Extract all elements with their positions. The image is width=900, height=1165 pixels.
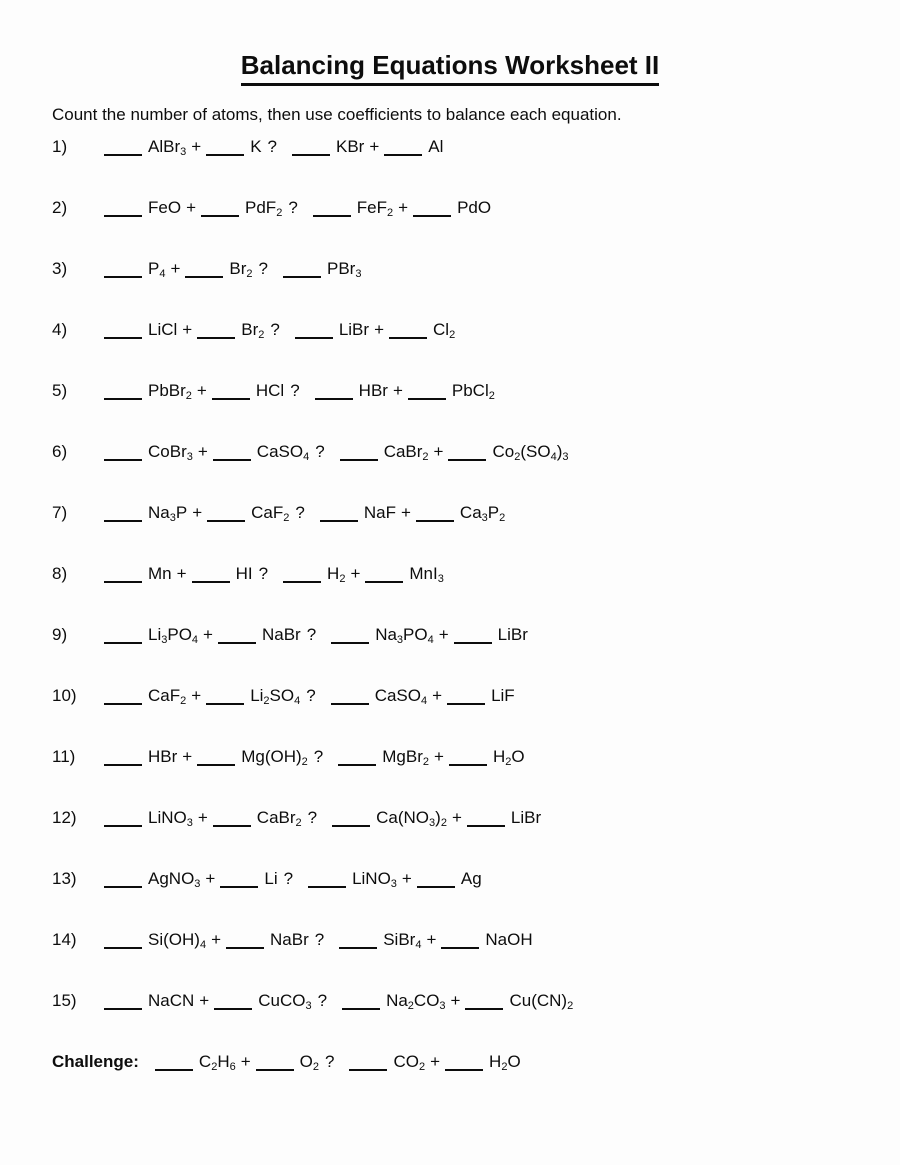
plus-sign: +: [350, 564, 361, 584]
reaction-separator: ?: [295, 503, 305, 523]
reaction-separator: ?: [258, 259, 268, 279]
coefficient-blank: [417, 886, 455, 888]
equation-number: 1): [52, 137, 68, 157]
reaction-separator: ?: [288, 198, 298, 218]
equation-row: [0, 440, 900, 501]
chemical-formula: CaF$_2$: [148, 686, 187, 708]
chemical-formula: CoBr$_3$: [148, 442, 193, 464]
coefficient-blank: [185, 276, 223, 278]
plus-sign: +: [191, 137, 202, 157]
equation-row: [0, 806, 900, 867]
chemical-formula: Li: [264, 869, 278, 889]
chemical-formula: $Cl_2$: [433, 320, 456, 342]
plus-sign: +: [430, 1052, 441, 1072]
equation-row: [0, 135, 900, 196]
chemical-formula: $Br_2$: [241, 320, 265, 342]
plus-sign: +: [433, 442, 444, 462]
chemical-formula: NaCN: [148, 991, 195, 1011]
plus-sign: +: [203, 625, 213, 645]
chemical-formula: AgNO$_3$: [148, 869, 201, 891]
chemical-formula: KBr: [336, 137, 365, 157]
reaction-separator: ?: [290, 381, 300, 401]
equation-row: [0, 989, 900, 1050]
coefficient-blank: [292, 154, 330, 156]
chemical-formula: CaSO$_4$: [256, 442, 310, 464]
coefficient-blank: [104, 642, 142, 644]
chemical-formula: $H_2$: [327, 564, 346, 586]
chemical-formula: AlBr$_3$: [148, 137, 187, 159]
equation-row: [0, 196, 900, 257]
reaction-separator: ?: [313, 747, 324, 767]
reaction-separator: ?: [307, 808, 318, 828]
chemical-formula: PbCl$_2$: [451, 381, 495, 403]
equation-number: 4): [52, 320, 68, 340]
coefficient-blank: [213, 825, 251, 827]
chemical-formula: $Li_2SO_4$: [250, 686, 301, 708]
coefficient-blank: [213, 459, 251, 461]
coefficient-blank: [197, 764, 235, 766]
reaction-separator: ?: [270, 320, 280, 340]
chemical-formula: FeO: [148, 198, 182, 218]
reaction-separator: ?: [306, 686, 316, 706]
coefficient-blank: [441, 947, 479, 949]
chemical-formula: $P_4$: [148, 259, 166, 281]
coefficient-blank: [308, 886, 346, 888]
coefficient-blank: [467, 825, 505, 827]
chemical-formula: LiBr: [510, 808, 542, 828]
chemical-formula: MgBr$_2$: [382, 747, 430, 769]
chemical-formula: LiF: [491, 686, 515, 706]
equation-number: 3): [52, 259, 68, 279]
coefficient-blank: [331, 703, 369, 705]
equation-row: [0, 745, 900, 806]
coefficient-blank: [256, 1069, 294, 1071]
coefficient-blank: [218, 642, 256, 644]
equation-number: 10): [52, 686, 77, 706]
plus-sign: +: [170, 259, 181, 279]
plus-sign: +: [197, 442, 208, 462]
coefficient-blank: [104, 1008, 142, 1010]
coefficient-blank: [365, 581, 403, 583]
equation-row: [0, 623, 900, 684]
chemical-formula: $O_2$: [299, 1052, 320, 1074]
chemical-formula: HBr: [148, 747, 178, 767]
chemical-formula: $CO_2$: [393, 1052, 426, 1074]
plus-sign: +: [374, 320, 384, 340]
coefficient-blank: [104, 947, 142, 949]
equation-row: [0, 562, 900, 623]
equation-number: 11): [52, 747, 76, 767]
coefficient-blank: [313, 215, 351, 217]
plus-sign: +: [450, 991, 461, 1011]
chemical-formula: $C_2H_6$: [198, 1052, 236, 1074]
instruction-text: Count the number of atoms, then use coefficients to balance each equation.: [52, 105, 622, 125]
coefficient-blank: [315, 398, 353, 400]
chemical-formula: PBr$_3$: [327, 259, 362, 281]
equation-number: 5): [52, 381, 68, 401]
equation-list: [0, 135, 900, 1111]
coefficient-blank: [155, 1069, 193, 1071]
plus-sign: +: [451, 808, 462, 828]
chemical-formula: Mn: [148, 564, 172, 584]
coefficient-blank: [408, 398, 446, 400]
chemical-formula: LiBr: [338, 320, 370, 340]
coefficient-blank: [104, 459, 142, 461]
coefficient-blank: [416, 520, 454, 522]
coefficient-blank: [104, 825, 142, 827]
chemical-formula: $Na_2CO_3$: [386, 991, 446, 1013]
equation-number: 13): [52, 869, 77, 889]
plus-sign: +: [432, 686, 443, 706]
plus-sign: +: [240, 1052, 251, 1072]
coefficient-blank: [192, 581, 230, 583]
coefficient-blank: [283, 581, 321, 583]
plus-sign: +: [191, 686, 202, 706]
chemical-formula: $Ca_3P_2$: [459, 503, 506, 525]
coefficient-blank: [445, 1069, 483, 1071]
reaction-separator: ?: [317, 991, 328, 1011]
coefficient-blank: [447, 703, 485, 705]
reaction-separator: ?: [306, 625, 317, 645]
chemical-formula: $Mg(OH)_2$: [241, 747, 308, 769]
coefficient-blank: [214, 1008, 252, 1010]
chemical-formula: CaSO$_4$: [374, 686, 428, 708]
equation-row: [0, 318, 900, 379]
plus-sign: +: [369, 137, 380, 157]
equation-row: [0, 379, 900, 440]
coefficient-blank: [104, 703, 142, 705]
equation-number: 6): [52, 442, 68, 462]
chemical-formula: Al: [428, 137, 444, 157]
reaction-separator: ?: [258, 564, 269, 584]
coefficient-blank: [449, 764, 487, 766]
chemical-formula: Ag: [460, 869, 482, 889]
plus-sign: +: [176, 564, 187, 584]
plus-sign: +: [400, 503, 411, 523]
chemical-formula: $Li_3PO_4$: [148, 625, 199, 647]
coefficient-blank: [448, 459, 486, 461]
coefficient-blank: [220, 886, 258, 888]
plus-sign: +: [199, 991, 210, 1011]
coefficient-blank: [384, 154, 422, 156]
reaction-separator: ?: [314, 930, 325, 950]
chemical-formula: $Na_3PO_4$: [375, 625, 434, 647]
chemical-formula: HI: [235, 564, 253, 584]
coefficient-blank: [454, 642, 492, 644]
coefficient-blank: [295, 337, 333, 339]
chemical-formula: PdO: [457, 198, 492, 218]
reaction-separator: ?: [315, 442, 325, 462]
coefficient-blank: [332, 825, 370, 827]
chemical-formula: PdF$_2$: [245, 198, 283, 220]
coefficient-blank: [320, 520, 358, 522]
coefficient-blank: [339, 947, 377, 949]
coefficient-blank: [104, 398, 142, 400]
title-area: [0, 0, 900, 86]
equation-row: [0, 501, 900, 562]
reaction-separator: ?: [267, 137, 277, 157]
coefficient-blank: [104, 337, 142, 339]
plus-sign: +: [392, 381, 403, 401]
chemical-formula: K: [250, 137, 262, 157]
chemical-formula: LiCl: [148, 320, 178, 340]
plus-sign: +: [205, 869, 216, 889]
chemical-formula: NaF: [363, 503, 396, 523]
coefficient-blank: [338, 764, 376, 766]
chemical-formula: NaBr: [261, 625, 301, 645]
chemical-formula: $Ca(NO_3)_2$: [376, 808, 447, 830]
chemical-formula: MnI$_3$: [409, 564, 444, 586]
coefficient-blank: [104, 276, 142, 278]
plus-sign: +: [197, 808, 208, 828]
coefficient-blank: [283, 276, 321, 278]
coefficient-blank: [201, 215, 239, 217]
equation-row: [0, 867, 900, 928]
equation-number: 7): [52, 503, 68, 523]
chemical-formula: SiBr$_4$: [383, 930, 422, 952]
chemical-formula: LiNO$_3$: [148, 808, 193, 830]
coefficient-blank: [342, 1008, 380, 1010]
chemical-formula: CaF$_2$: [251, 503, 290, 525]
coefficient-blank: [465, 1008, 503, 1010]
plus-sign: +: [186, 198, 196, 218]
chemical-formula: NaBr: [270, 930, 309, 950]
chemical-formula: CaBr$_2$: [383, 442, 429, 464]
coefficient-blank: [104, 886, 142, 888]
reaction-separator: ?: [283, 869, 294, 889]
chemical-formula: $Na_3P$: [148, 503, 188, 525]
equation-number: 14): [52, 930, 77, 950]
coefficient-blank: [340, 459, 378, 461]
coefficient-blank: [104, 215, 142, 217]
chemical-formula: PbBr$_2$: [148, 381, 192, 403]
equation-row: [0, 928, 900, 989]
equation-row: [0, 684, 900, 745]
coefficient-blank: [104, 581, 142, 583]
reaction-separator: ?: [325, 1052, 335, 1072]
chemical-formula: $Co_2(SO_4)_3$: [492, 442, 569, 464]
coefficient-blank: [207, 520, 245, 522]
coefficient-blank: [349, 1069, 387, 1071]
chemical-formula: FeF$_2$: [356, 198, 394, 220]
coefficient-blank: [197, 337, 235, 339]
plus-sign: +: [434, 747, 444, 767]
coefficient-blank: [331, 642, 369, 644]
chemical-formula: $Br_2$: [229, 259, 253, 281]
equation-number: 8): [52, 564, 68, 584]
plus-sign: +: [438, 625, 449, 645]
equation-row: [0, 257, 900, 318]
equation-number: 15): [52, 991, 77, 1011]
chemical-formula: $H_2O$: [489, 1052, 521, 1074]
chemical-formula: NaOH: [485, 930, 533, 950]
plus-sign: +: [182, 320, 193, 340]
plus-sign: +: [211, 930, 222, 950]
coefficient-blank: [413, 215, 451, 217]
chemical-formula: LiBr: [497, 625, 528, 645]
plus-sign: +: [192, 503, 203, 523]
chemical-formula: HCl: [255, 381, 285, 401]
coefficient-blank: [104, 154, 142, 156]
chemical-formula: $Cu(CN)_2$: [509, 991, 574, 1013]
equation-row: [0, 1050, 900, 1111]
chemical-formula: $H_2O$: [492, 747, 525, 769]
worksheet-title: Balancing Equations Worksheet II: [241, 50, 660, 86]
coefficient-blank: [389, 337, 427, 339]
chemical-formula: LiNO$_3$: [352, 869, 397, 891]
plus-sign: +: [196, 381, 207, 401]
plus-sign: +: [401, 869, 412, 889]
coefficient-blank: [206, 154, 244, 156]
coefficient-blank: [104, 520, 142, 522]
plus-sign: +: [426, 930, 437, 950]
challenge-label: Challenge:: [52, 1052, 139, 1072]
chemical-formula: HBr: [358, 381, 388, 401]
plus-sign: +: [182, 747, 193, 767]
equation-number: 9): [52, 625, 68, 645]
coefficient-blank: [206, 703, 244, 705]
chemical-formula: $Si(OH)_4$: [148, 930, 207, 952]
chemical-formula: CaBr$_2$: [256, 808, 302, 830]
chemical-formula: CuCO$_3$: [258, 991, 312, 1013]
equation-number: 12): [52, 808, 77, 828]
plus-sign: +: [398, 198, 409, 218]
coefficient-blank: [226, 947, 264, 949]
equation-number: 2): [52, 198, 68, 218]
coefficient-blank: [212, 398, 250, 400]
coefficient-blank: [104, 764, 142, 766]
